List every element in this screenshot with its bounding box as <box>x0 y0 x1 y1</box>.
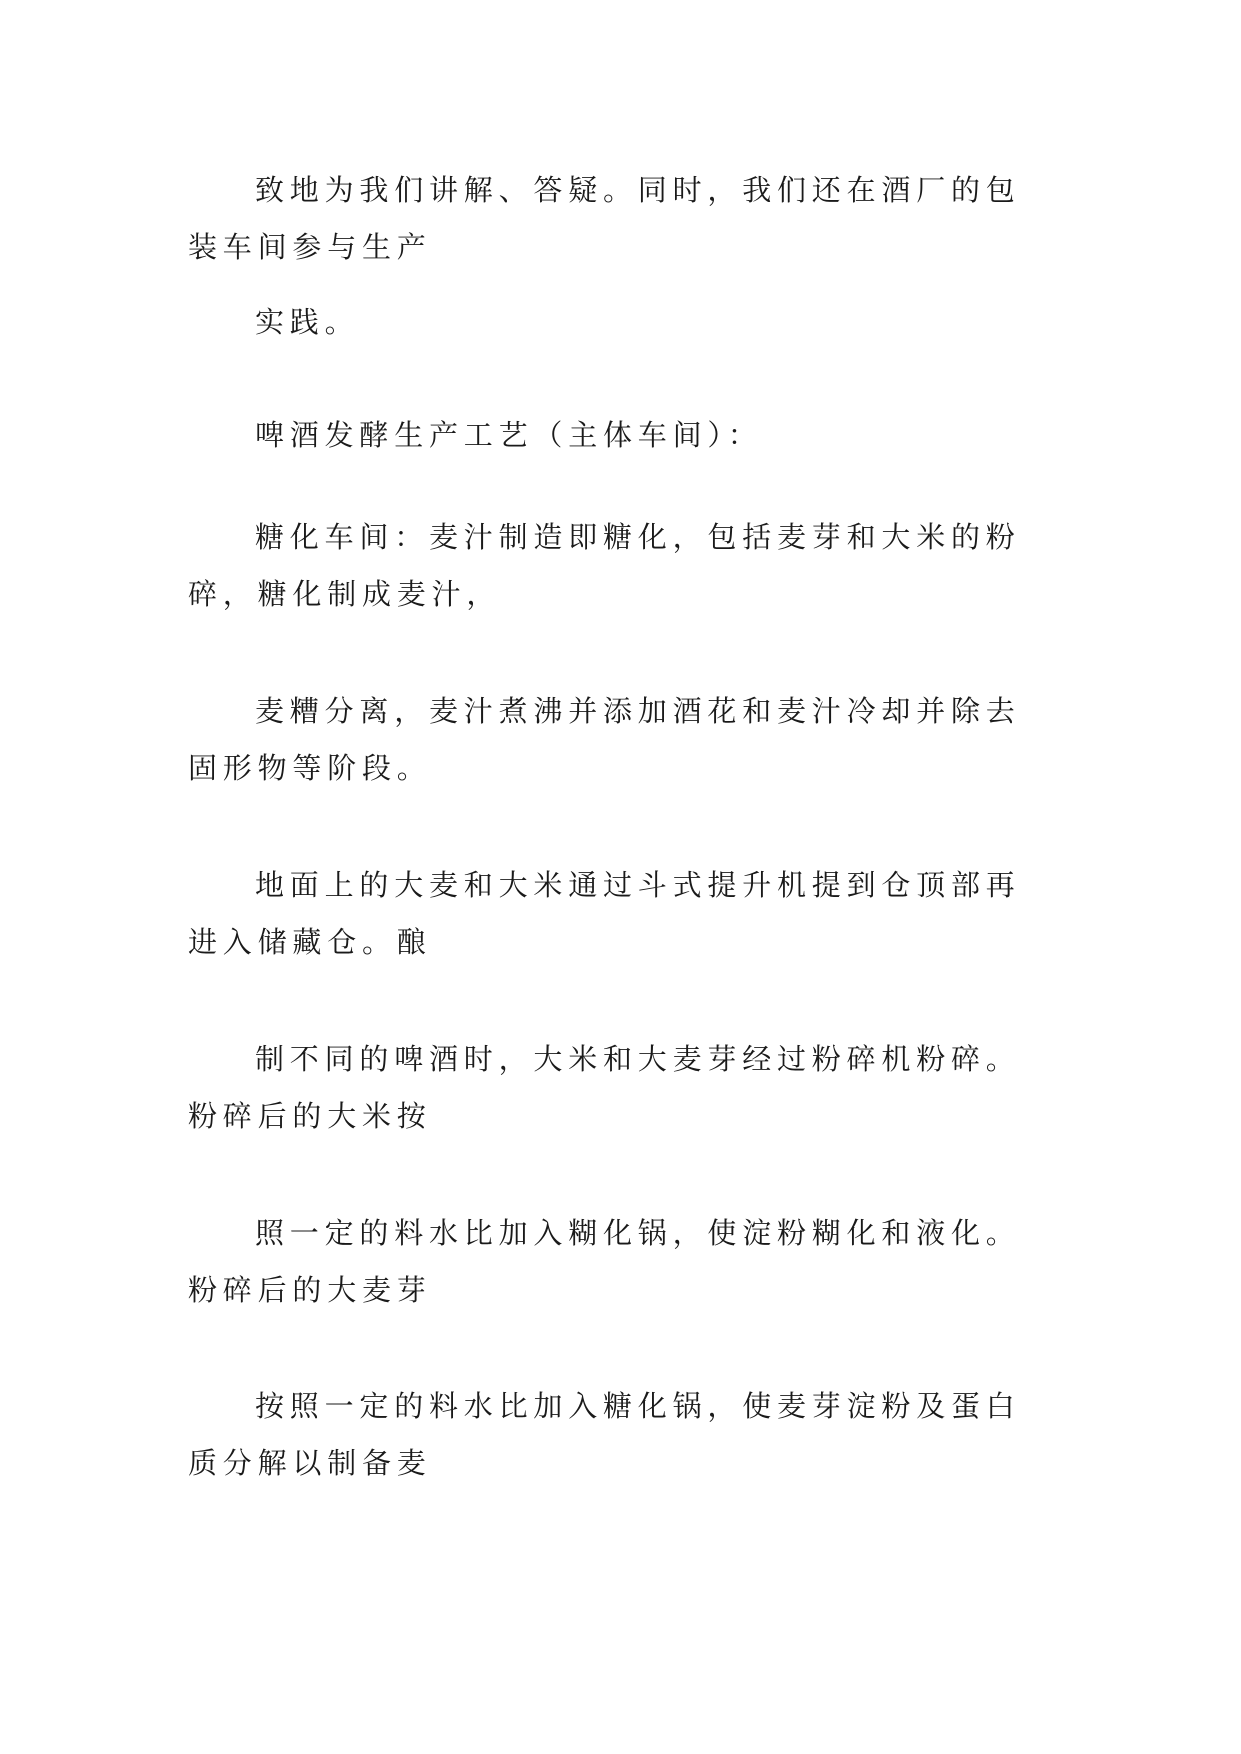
paragraph-1: 致地为我们讲解、答疑。同时，我们还在酒厂的包装车间参与生产 <box>188 173 1021 264</box>
paragraph-3: 啤酒发酵生产工艺（主体车间）： <box>255 418 763 452</box>
paragraph-9: 按照一定的料水比加入糖化锅，使麦芽淀粉及蛋白质分解以制备麦 <box>188 1389 1021 1480</box>
paragraph-6: 地面上的大麦和大米通过斗式提升机提到仓顶部再进入储藏仓。酿 <box>188 868 1021 959</box>
paragraph-8: 照一定的料水比加入糊化锅，使淀粉糊化和液化。粉碎后的大麦芽 <box>188 1216 1021 1307</box>
paragraph-7: 制不同的啤酒时，大米和大麦芽经过粉碎机粉碎。粉碎后的大米按 <box>188 1042 1021 1133</box>
paragraph-4: 糖化车间：麦汁制造即糖化，包括麦芽和大米的粉碎，糖化制成麦汁， <box>188 520 1021 611</box>
paragraph-2: 实践。 <box>255 305 360 339</box>
paragraph-5: 麦糟分离，麦汁煮沸并添加酒花和麦汁冷却并除去固形物等阶段。 <box>188 694 1021 785</box>
